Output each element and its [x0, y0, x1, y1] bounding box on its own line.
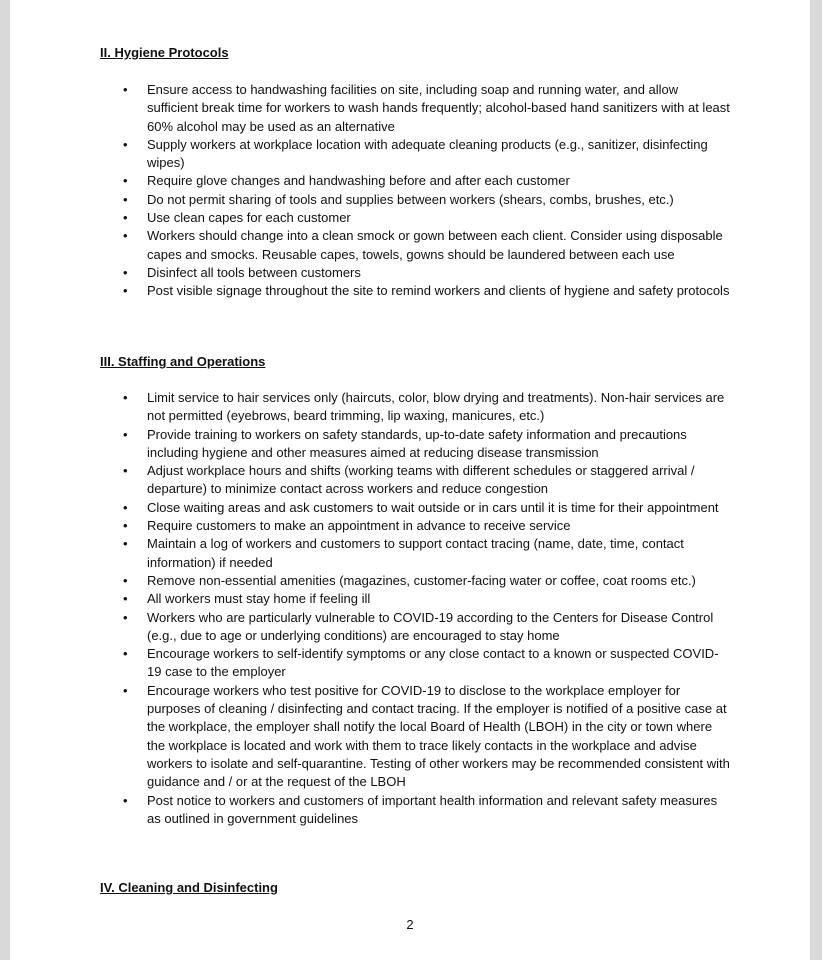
- list-item: • Require glove changes and handwashing before and after each customer: [10, 172, 810, 190]
- bullet-icon: •: [123, 390, 128, 405]
- bullet-icon: •: [123, 228, 128, 244]
- bullet-icon: •: [123, 191, 128, 207]
- bullet-icon: •: [123, 136, 128, 152]
- list-item: • Limit service to hair services only (haircuts, color, blow drying and treatments). Non-hair services are not permitted (eyebrows, beard trimming, lip waxing, manicures, etc.): [123, 390, 725, 424]
- list-item: • Disinfect all tools between customers: [10, 264, 810, 282]
- bullet-icon: •: [123, 463, 128, 479]
- list-item: • Encourage workers who test positive for COVID-19 to disclose to the workplace employer for purposes of cleaning / disinfecting and contact tracing. If the employer is notified of a positive case at the workplace, the employer shall notify the local Board of Health (LBOH) in the city or town where the workplace is located and work with them to trace likely contacts in the workplace and advise workers to isolate and self-quarantine. Testing of other workers may be recommended consistent with guidance and / or at the request of the LBOH: [123, 682, 730, 790]
- list-item: • All workers must stay home if feeling ill: [10, 590, 810, 608]
- bullet-icon: •: [123, 609, 128, 625]
- list-item: • Post visible signage throughout the site to remind workers and clients of hygiene and safety protocols: [10, 282, 810, 300]
- bullet-icon: •: [123, 426, 128, 442]
- bullet-icon: •: [123, 792, 128, 808]
- list-item: • Require customers to make an appointment in advance to receive service: [10, 517, 810, 535]
- staffing-list: [10, 389, 810, 828]
- bullet-icon: •: [123, 518, 128, 534]
- document-page: [10, 0, 810, 960]
- list-item: • Encourage workers to self-identify symptoms or any close contact to a known or suspected COVID-19 case to the employer: [123, 646, 719, 680]
- bullet-icon: •: [123, 572, 128, 588]
- list-item: • Remove non-essential amenities (magazines, customer-facing water or coffee, coat rooms etc.): [10, 572, 810, 590]
- list-item: • Workers should change into a clean smock or gown between each client. Consider using disposable capes and smocks. Reusable capes, towels, gowns should be laundered between each use: [123, 228, 723, 262]
- bullet-icon: •: [123, 499, 128, 515]
- bullet-icon: •: [123, 264, 128, 280]
- bullet-icon: •: [123, 682, 128, 698]
- bullet-icon: •: [123, 591, 128, 607]
- bullet-icon: •: [123, 82, 128, 97]
- list-item: • Supply workers at workplace location with adequate cleaning products (e.g., sanitizer, disinfecting wipes): [123, 136, 708, 171]
- section-heading-staffing: III. Staffing and Operations: [100, 354, 266, 369]
- list-item: • Post notice to workers and customers of important health information and relevant safety measures as outlined in government guidelines: [123, 792, 718, 826]
- page-number: 2: [406, 917, 414, 932]
- list-item: • Workers who are particularly vulnerable to COVID-19 according to the Centers for Disease Control (e.g., due to age or underlying conditions) are encouraged to stay home: [123, 609, 714, 643]
- list-item: • Maintain a log of workers and customers to support contact tracing (name, date, time, contact information) if needed: [123, 536, 684, 570]
- bullet-icon: •: [123, 536, 128, 552]
- bullet-icon: •: [123, 283, 128, 299]
- bullet-icon: •: [123, 173, 128, 189]
- list-item: • Provide training to workers on safety standards, up-to-date safety information and precautions including hygiene and other measures aimed at reducing disease transmission: [123, 426, 687, 460]
- list-item: • Adjust workplace hours and shifts (working teams with different schedules or staggered arrival / departure) to minimize contact across workers and reduce congestion: [123, 463, 695, 497]
- section-heading-hygiene: II. Hygiene Protocols: [100, 45, 229, 60]
- list-item: • Ensure access to handwashing facilities on site, including soap and running water, and allow sufficient break time for workers to wash hands frequently; alcohol-based hand sanitizers with at least 60% alcohol may be used as an alternative: [123, 82, 730, 134]
- section-heading-cleaning: IV. Cleaning and Disinfecting: [100, 880, 278, 895]
- bullet-icon: •: [123, 210, 128, 226]
- list-item: • Close waiting areas and ask customers to wait outside or in cars until it is time for their appointment: [10, 499, 810, 517]
- bullet-icon: •: [123, 646, 128, 662]
- list-item: • Do not permit sharing of tools and supplies between workers (shears, combs, brushes, etc.): [10, 191, 810, 209]
- list-item: • Use clean capes for each customer: [10, 209, 810, 227]
- hygiene-list: [10, 81, 810, 301]
